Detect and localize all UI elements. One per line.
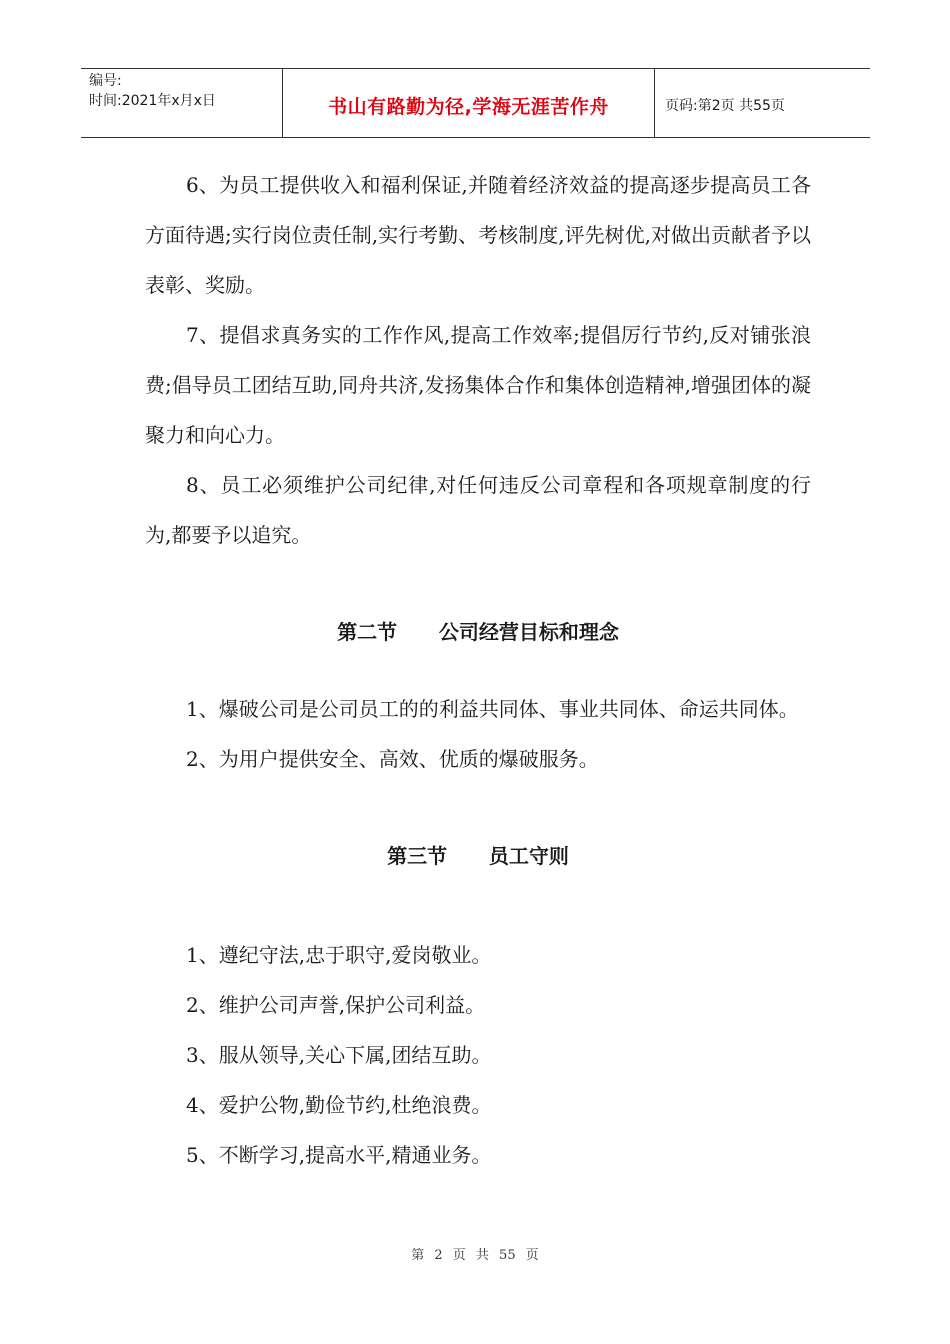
paragraph-s2-2: 2、为用户提供安全、高效、优质的爆破服务。	[186, 747, 599, 771]
spacer	[145, 560, 811, 607]
rule-item-5: 5、不断学习,提高水平,精通业务。	[186, 1143, 492, 1167]
paragraph-7: 7、提倡求真务实的工作作风,提高工作效率;提倡厉行节约,反对铺张浪费;倡导员工团结互助,同舟共济,发扬集体合作和集体创造精神,增强团体的凝聚力和向心力。	[145, 323, 811, 447]
page-footer: 第 2 页 共 55 页	[411, 1248, 539, 1263]
rule-item-2: 2、维护公司声誉,保护公司利益。	[186, 993, 486, 1017]
paragraph-6: 6、为员工提供收入和福利保证,并随着经济效益的提高逐步提高员工各方面待遇;实行岗位责任制,实行考勤、考核制度,评先树优,对做出贡献者予以表彰、奖励。	[145, 173, 811, 297]
header-page-cell	[655, 69, 870, 137]
rule-item-1: 1、遵纪守法,忠于职守,爱岗敬业。	[186, 943, 492, 967]
header-meta-cell	[81, 69, 283, 137]
spacer	[145, 881, 811, 930]
spacer	[145, 784, 811, 831]
page-header	[81, 68, 870, 138]
header-motto: 书山有路勤为径,学海无涯苦作舟	[328, 95, 609, 118]
header-motto-cell	[283, 69, 655, 137]
header-page-info: 页码:第2页 共55页	[665, 98, 785, 114]
paragraph-8: 8、员工必须维护公司纪律,对任何违反公司章程和各项规章制度的行为,都要予以追究。	[145, 473, 811, 547]
header-time-label: 时间:2021年x月x日	[89, 93, 216, 109]
section-heading-2: 第二节 公司经营目标和理念	[337, 620, 619, 644]
header-number-label: 编号:	[89, 73, 122, 89]
paragraph-s2-1: 1、爆破公司是公司员工的的利益共同体、事业共同体、命运共同体。	[186, 697, 799, 721]
rule-item-4: 4、爱护公物,勤俭节约,杜绝浪费。	[186, 1093, 492, 1117]
section-heading-3: 第三节 员工守则	[387, 844, 569, 868]
spacer	[145, 657, 811, 684]
document-body	[145, 160, 811, 1180]
rule-item-3: 3、服从领导,关心下属,团结互助。	[186, 1043, 492, 1067]
